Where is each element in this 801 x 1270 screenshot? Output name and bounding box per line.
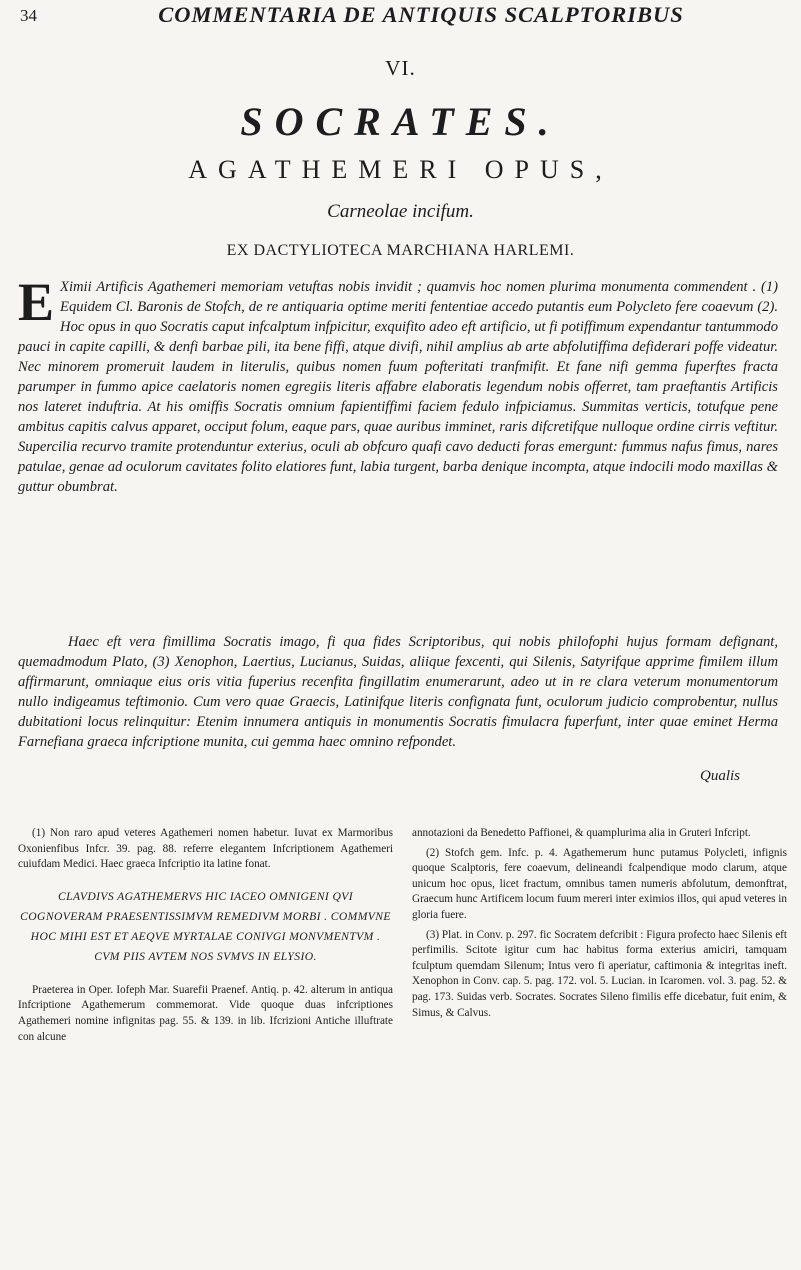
body-paragraph-1-text: Ximii Artificis Agathemeri memoriam vetuftas nobis invidit ; quamvis hoc nomen plurima monumenta commendent . (1) Equidem Cl. Baronis de Stofch, de re antiquaria optime meriti fententiae accedo putantis eum Polycleto fere coaevum (2). Hoc opus in quo Socratis caput infcalptum infpicitur, exquifito adeo eft artificio, ut fi potiffimum expendantur tantummodo pauci in capite capilli, & denfi barbae pili, ita bene fiffi, atque divifi, nihil amplius ab arte abfolutiffima defiderari poffe videatur. Nec minorem promeruit laudem in literulis, quibus nomen fuum pofteritati tranfmifit. Et fane nifi gemma fuperftes fracta parumper in fummo apice caelatoris nomen egregiis literis affabre elaboratis legendum nobis offerret, tam praeftantis Artificis nos lateret induftria. At his omiffis Socratis omnium fapientiffimi faciem fedulo infpiciamus. Summitas verticis, totufque pene ambitus capitis calvus apparet, occiput folum, eaque pars, quae auribus imminet, raris difcretifque nulloque ordine cirris veftitur. Supercilia recurvo tramite protenduntur exterius, oculi ab obfcuro quafi cavo deducti foras emergunt: fummus nafus fimus, nares patulae, genae ad oculorum cavitates folito elatiores funt, labia turgent, barba denique incompta, atque indocili modo maxillas & guttur obumbrat. xyxy=(18,279,778,495)
footnote-2: (2) Stofch gem. Infc. p. 4. Agathemerum hunc putamus Polycleti, infignis quoque Scalptoris, fere coaevum, delineandi fcalpendique modo clarum, atque unicum hoc opus, licet fractum, omnibus tamen numeris abfolutum, demonftrat, Graecum hunc Artificem locum fuum mereri inter eximios illos, qui apud veteres in gloria fuere. xyxy=(412,846,787,921)
chapter-subtitle-material: Carneolae incifum. xyxy=(327,201,474,222)
body-paragraph-2: Haec eft vera fimillima Socratis imago, fi qua fides Scriptoribus, qui nobis philofophi hujus formam defignant, quemadmodum Plato, (3) Xenophon, Laertius, Lucianus, Suidas, aliique fexcenti, qui Silenis, Satyrifque apprime fimilem illum affirmarunt, omniaque eius oris vitia fuperius recenfita fingillatim enumerarunt, adeo ut in re clara veterum monumentorum nullo indigeamus teftimonio. Cum vero quae Graecis, Latinifque literis confignata funt, oculorum judicio comprobentur, nullus dubitationi locus relinquitur: Etenim innumera antiquis in monumentis Socratis fimulacra fuperfunt, inter quae eminet Herma Farnefiana graeca infcriptione munita, cui gemma haec omnino refpondet. xyxy=(18,634,778,750)
section-number: VI. xyxy=(385,56,416,80)
latin-inscription: CLAVDIVS AGATHEMERVS HIC IACEO OMNIGENI QVI COGNOVERAM PRAESENTISSIMVM REMEDIVM MORBI . COMMVNE HOC MIHI EST ET AEQVE MYRTALAE CONIVGI MONVMENTVM . CVM PIIS AVTEM NOS SVMVS IN ELYSIO. xyxy=(20,889,391,963)
footnote-3: (3) Plat. in Conv. p. 297. fic Socratem defcribit : Figura profecto haec Silenis eft perfimilis. Scitote igitur cum hac habitus forma exterius amiciri, tamquam fculptum quemdam Silenum; Intus vero fi aperiatur, caftimonia & integritas ineft. Xenophon in Conv. cap. 5. pag. 172. vol. 5. Lucian. in Icaromen. vol. 3. pag. 52. & pag. 173. Suidas verb. Socrates. Socrates Sileno fimilis effe dicebatur, fuit enim, & Simus, & Calvus. xyxy=(412,928,787,1019)
body-paragraph-1 xyxy=(18,272,778,497)
chapter-title: SOCRATES. xyxy=(240,99,561,144)
page-number: 34 xyxy=(20,6,37,25)
footnote-1-end: annotazioni da Benedetto Paffionei, & quamplurima alia in Gruteri Infcript. xyxy=(412,827,751,839)
footnotes-left-column xyxy=(18,826,393,1049)
drop-cap: E xyxy=(18,272,55,332)
footnote-1-continued: Praeterea in Oper. Iofeph Mar. Suarefii Praenef. Antiq. p. 42. alterum in antiqua Infcriptione Agathemerum commemorat. Vide quoque duas infcriptiones Agathemeri nomine infignitas pag. 55. & 139. in lib. Ifcrizioni Antiche illuftrate con alcune xyxy=(18,983,393,1043)
footnotes-right-column xyxy=(412,826,787,1025)
running-title: COMMENTARIA DE ANTIQUIS SCALPTORIBUS xyxy=(158,2,684,27)
chapter-subtitle: AGATHEMERI OPUS, xyxy=(188,155,613,184)
catchword: Qualis xyxy=(700,768,741,784)
footnote-1: (1) Non raro apud veteres Agathemeri nomen habetur. Iuvat ex Marmoribus Oxonienfibus Infcr. 39. pag. 88. referre elegantem Infcriptionem Agathemeri cuiufdam Medici. Haec graeca Infcriptio ita latine fonat. xyxy=(18,827,393,871)
provenance-line: EX DACTYLIOTECA MARCHIANA HARLEMI. xyxy=(226,242,575,259)
